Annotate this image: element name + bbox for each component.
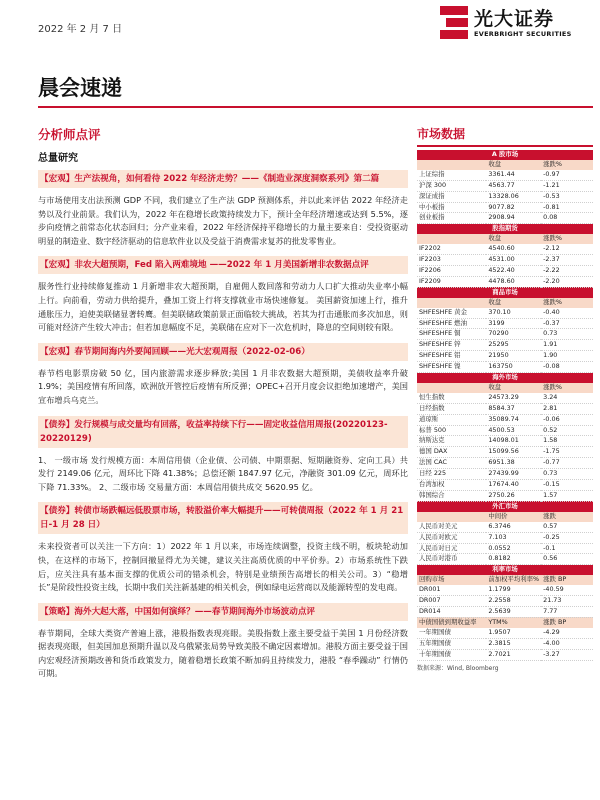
value-cell: 2.7021 [486, 649, 541, 660]
table-row [417, 351, 593, 362]
table-section-band [417, 565, 593, 575]
change-cell: 0.56 [541, 554, 593, 565]
change-cell: -2.12 [541, 244, 593, 254]
table-row [417, 308, 593, 318]
article [38, 603, 408, 681]
row-label: 创业板指 [417, 213, 486, 224]
table-row [417, 202, 593, 213]
column-header-cell [417, 383, 486, 393]
row-label: 日经指数 [417, 403, 486, 414]
table-row [417, 532, 593, 543]
table-row [417, 244, 593, 254]
table-row [417, 522, 593, 532]
table-row [417, 329, 593, 340]
column-header-cell: 前加权平均利率% [488, 575, 540, 584]
value-cell: 3361.44 [486, 170, 541, 180]
row-label: IF2206 [417, 265, 486, 276]
value-cell: 163750 [486, 362, 541, 373]
value-cell: 4500.53 [486, 425, 541, 436]
logo-text-cn: 光大证券 [474, 8, 555, 30]
change-cell: -0.15 [541, 480, 593, 491]
value-cell: 21950 [486, 351, 541, 362]
change-cell: 1.90 [541, 351, 593, 362]
column-header-cell: 涨跌 BP [541, 575, 593, 585]
table-row [417, 213, 593, 224]
table-row [417, 554, 593, 565]
change-cell: -3.27 [541, 649, 593, 660]
row-label: IF2209 [417, 276, 486, 287]
article [38, 416, 408, 495]
change-cell: 1.57 [541, 491, 593, 502]
row-label: 道琼斯 [417, 414, 486, 425]
row-label: 人民币对美元 [417, 522, 486, 532]
row-label: 人民币对日元 [417, 543, 486, 554]
table-row [417, 447, 593, 458]
row-label: 中小板指 [417, 202, 486, 213]
column-header-cell [417, 298, 486, 308]
change-cell: -40.59 [541, 585, 593, 595]
change-cell: -0.25 [541, 532, 593, 543]
table-row [417, 458, 593, 469]
value-cell: 1.9507 [486, 628, 541, 638]
column-header-cell: 收盘 [486, 234, 541, 244]
row-label: IF2203 [417, 255, 486, 266]
column-header-cell: 涨跌% [541, 234, 593, 244]
change-cell: -1.75 [541, 447, 593, 458]
column-header-cell: 涨跌% [541, 160, 593, 170]
market-data-title: 市场数据 [417, 125, 593, 147]
band-label: 股指期货 [417, 224, 593, 234]
column-header-cell: 涨跌% [541, 298, 593, 308]
change-cell: 0.08 [541, 213, 593, 224]
article-heading[interactable]: 【策略】海外大起大落，中国如何演绎？——春节期间海外市场波动点评 [38, 603, 408, 621]
row-label: 标普 500 [417, 425, 486, 436]
company-logo [440, 6, 590, 40]
value-cell: 17674.40 [486, 480, 541, 491]
article-body: 春节档电影票房破 50 亿，国内旅游需求逐步释放;美国 1 月非农数据大超预期，美债收益率升破 1.9%；美国疫情有所回落，欧洲放开管控后疫情有所反弹；OPEC+召开月度会议拒绝加速增产，美国宣布增兵乌克兰。 [38, 367, 408, 405]
change-cell: -4.29 [541, 628, 593, 638]
change-cell: -0.1 [541, 543, 593, 554]
value-cell: 2.2558 [486, 596, 541, 607]
value-cell: 27439.99 [486, 469, 541, 480]
article-body: 与市场使用支出法预测 GDP 不同，我们建立了生产法 GDP 预测体系，并以此来评估 2022 年经济走势以及行业前景。我们认为，2022 年在稳增长政策持续发力下，预计全年经济增速或达到 5.5%，逐步向疫情之前常态化状态回归；分产业来看，2022 年经济保持平稳增长的力量主要来自：受投资驱动明显的制造业、数字经济驱动的信息软件业以及受益于消费需求复苏的批发零售业。 [38, 195, 408, 246]
table-section-band [417, 150, 593, 160]
band-label: 海外市场 [417, 373, 593, 383]
row-label: 法国 CAC [417, 458, 486, 469]
table-section-band [417, 501, 593, 511]
table-row [417, 585, 593, 595]
row-label: 台湾加权 [417, 480, 486, 491]
row-label: 沪深 300 [417, 180, 486, 191]
table-section-band [417, 224, 593, 234]
change-cell: 1.91 [541, 340, 593, 351]
table-row [417, 436, 593, 447]
change-cell: -2.37 [541, 255, 593, 266]
value-cell: 3199 [486, 318, 541, 329]
table-row [417, 543, 593, 554]
value-cell: 15099.56 [486, 447, 541, 458]
value-cell: 9077.82 [486, 202, 541, 213]
row-label: SHFESHFE 镍 [417, 362, 486, 373]
change-cell: 1.58 [541, 436, 593, 447]
table-row [417, 255, 593, 266]
table-column-header [417, 512, 593, 522]
change-cell: -2.20 [541, 276, 593, 287]
value-cell: 4540.60 [486, 244, 541, 254]
row-label: IF2202 [417, 244, 486, 254]
table-row [417, 191, 593, 202]
change-cell: -0.40 [541, 308, 593, 318]
analyst-comments [38, 125, 408, 681]
column-header-cell [417, 234, 486, 244]
column-header-cell: 涨跌% [541, 383, 593, 393]
value-cell: 0.8182 [486, 554, 541, 565]
table-column-header [417, 160, 593, 170]
table-row [417, 276, 593, 287]
row-label: 德国 DAX [417, 447, 486, 458]
article-heading[interactable]: 【债券】发行规模与成交量均有回落，收益率持续下行——固定收益信用周报(20220123-20220129) [38, 416, 408, 448]
value-cell: 35089.74 [486, 414, 541, 425]
table-row [417, 596, 593, 607]
column-header-cell: YTM% [486, 617, 541, 627]
column-header-cell: 中债国债到期收益率 [417, 617, 486, 627]
table-row [417, 393, 593, 403]
change-cell: 0.73 [541, 329, 593, 340]
column-header-cell [417, 512, 486, 522]
table-row [417, 480, 593, 491]
change-cell: 2.81 [541, 403, 593, 414]
table-row [417, 265, 593, 276]
table-row [417, 403, 593, 414]
column-header-cell: 涨跌 BP [541, 617, 593, 627]
article-heading[interactable]: 【宏观】非农大超预期，Fed 陷入两难境地 ——2022 年 1 月美国新增非农数据点评 [38, 256, 408, 274]
article-body: 服务性行业持续修复推动 1 月新增非农大超预期，自雇佣人数回落和劳动力人口扩大推动失业率小幅上行。向前看，劳动力供给提升，叠加工资上行将支撑就业市场快速修复。 美国薪资加速上行，推升通胀压力，迫使美联储显著转鹰。但美联储政策前景正面临较大挑战，若其为打击通胀而多次加息，则可能对经济产生较大冲击；但若加息幅度不足，美联储在应对下一次危机时，降息的空间则较有限。 [38, 281, 408, 333]
table-row [417, 491, 593, 502]
column-header-cell: 收盘 [486, 160, 541, 170]
report-date: 2022 年 2 月 7 日 [38, 24, 123, 35]
row-label: 五年期国债 [417, 638, 486, 649]
article-body: 春节期间，全球大类资产普遍上涨，港股指数表现亮眼。美股指数上涨主要受益于美国 1 月份经济数据表现亮眼，但美国加息预期升温以及乌俄紧张局势导致美股不确定因素增加。港股方面主要受益于国内宏观经济预期改善和货币政策发力，随着稳增长政策不断加码且持续发力，港股 “春季躁动” 行情仍可期。 [38, 627, 408, 679]
change-cell: -0.08 [541, 362, 593, 373]
value-cell: 4478.60 [486, 276, 541, 287]
band-label: A 股市场 [417, 150, 593, 160]
table-row [417, 180, 593, 191]
row-label: 恒生指数 [417, 393, 486, 403]
band-label: 商品市场 [417, 287, 593, 297]
table-row [417, 170, 593, 180]
column-header-cell: 中间价 [486, 512, 541, 522]
logo-icon [440, 6, 468, 40]
article [38, 256, 408, 334]
value-cell: 4522.40 [486, 265, 541, 276]
row-label: 纳斯达克 [417, 436, 486, 447]
row-label: DR007 [417, 596, 486, 607]
value-cell: 6.3746 [486, 522, 541, 532]
value-cell: 6951.38 [486, 458, 541, 469]
table-row [417, 649, 593, 660]
row-label: 韩国综合 [417, 491, 486, 502]
article-heading[interactable]: 【债券】转债市场跌幅远低股票市场，转股溢价率大幅提升——可转债周报（2022 年 1 月 21 日-1 月 28 日） [38, 502, 408, 534]
value-cell: 8584.37 [486, 403, 541, 414]
row-label: SHFESHFE 燃油 [417, 318, 486, 329]
value-cell: 4531.00 [486, 255, 541, 266]
market-data-table [417, 150, 593, 661]
page-title: 晨会速递 [38, 76, 122, 100]
change-cell: 3.24 [541, 393, 593, 403]
change-cell: -2.22 [541, 265, 593, 276]
data-source-note: 数据来源：Wind, Bloomberg [417, 664, 499, 672]
value-cell: 2.5639 [486, 606, 541, 617]
change-cell: 0.73 [541, 469, 593, 480]
article [38, 502, 408, 594]
change-cell: -1.21 [541, 180, 593, 191]
change-cell: -0.81 [541, 202, 593, 213]
article [38, 170, 408, 248]
change-cell: -0.53 [541, 191, 593, 202]
row-label: 人民币对港币 [417, 554, 486, 565]
value-cell: 13328.06 [486, 191, 541, 202]
change-cell: -0.97 [541, 170, 593, 180]
column-header-cell: 收盘 [486, 383, 541, 393]
table-row [417, 606, 593, 617]
value-cell: 370.10 [486, 308, 541, 318]
column-header-cell: 涨跌 [541, 512, 593, 522]
table-row [417, 340, 593, 351]
row-label: DR014 [417, 606, 486, 617]
table-section-band [417, 287, 593, 297]
row-label: SHFESHFE 黄金 [417, 308, 486, 318]
change-cell: -4.00 [541, 638, 593, 649]
table-row [417, 318, 593, 329]
change-cell: 0.57 [541, 522, 593, 532]
value-cell: 4563.77 [486, 180, 541, 191]
market-data-panel [417, 125, 593, 672]
table-row [417, 469, 593, 480]
row-label: SHFESHFE 锌 [417, 340, 486, 351]
row-label: 上证综指 [417, 170, 486, 180]
value-cell: 2750.26 [486, 491, 541, 502]
column-header-cell [417, 160, 486, 170]
title-divider [38, 106, 593, 108]
change-cell: 7.77 [541, 606, 593, 617]
row-label: 一年期国债 [417, 628, 486, 638]
change-cell: -0.37 [541, 318, 593, 329]
section-title: 分析师点评 [38, 127, 101, 142]
band-label: 外汇市场 [417, 501, 593, 511]
row-label: 深证成指 [417, 191, 486, 202]
value-cell: 7.103 [486, 532, 541, 543]
table-column-header [417, 617, 593, 627]
article-heading[interactable]: 【宏观】生产法视角，如何看待 2022 年经济走势？——《制造业深度洞察系列》第二篇 [38, 170, 408, 188]
band-label: 利率市场 [417, 565, 593, 575]
table-row [417, 414, 593, 425]
row-label: 十年期国债 [417, 649, 486, 660]
table-row [417, 638, 593, 649]
change-cell: 21.73 [541, 596, 593, 607]
change-cell: 0.52 [541, 425, 593, 436]
table-column-header [417, 575, 593, 585]
value-cell: 24573.29 [486, 393, 541, 403]
change-cell: -0.06 [541, 414, 593, 425]
row-label: 人民币对欧元 [417, 532, 486, 543]
table-column-header [417, 234, 593, 244]
subsection-title: 总量研究 [38, 153, 78, 164]
article-heading[interactable]: 【宏观】春节期间海内外要闻回顾——光大宏观周报（2022-02-06） [38, 343, 408, 361]
value-cell: 2908.94 [486, 213, 541, 224]
row-label: 日经 225 [417, 469, 486, 480]
value-cell: 0.0552 [486, 543, 541, 554]
value-cell: 70290 [486, 329, 541, 340]
row-label: DR001 [417, 585, 486, 595]
value-cell: 2.3815 [486, 638, 541, 649]
change-cell: -0.77 [541, 458, 593, 469]
table-row [417, 628, 593, 638]
article-body: 1、 一级市场 发行规模方面：本周信用债（企业债、公司债、中期票据、短期融资券、定向工具）共发行 2149.06 亿元，周环比下降 41.38%；总偿还额 1847.97 亿元，净融资 301.09 亿元，周环比下降 71.33%。 2、二级市场 交易量方面：本周信用债共成交 5620.95 亿。 [38, 454, 408, 492]
row-label: SHFESHFE 铜 [417, 329, 486, 340]
table-section-band [417, 373, 593, 383]
logo-text-en: EVERBRIGHT SECURITIES [474, 30, 572, 38]
table-column-header [417, 383, 593, 393]
column-header-cell: 回购市场 [417, 575, 486, 585]
value-cell: 14098.01 [486, 436, 541, 447]
column-header-cell: 收盘 [486, 298, 541, 308]
value-cell: 1.1799 [486, 585, 541, 595]
value-cell: 25295 [486, 340, 541, 351]
article-body: 未来投资者可以关注一下方向：1）2022 年 1 月以来，市场连续调整，投资主线不明，板块轮动加快，在这样的市场下，控制回撤显得尤为关键，建议关注高质优质的中平价券。2）市场系统性下跌后，应关注具有基本面支撑的优质公司的错杀机会，特别是业绩预告高增长的相关公司。3）“稳增长”是阶段性投资主线，长期中我们关注新基建的相关机会，例如绿电运营商以及能源转型的发电商。 [38, 541, 408, 593]
row-label: SHFESHFE 铝 [417, 351, 486, 362]
table-row [417, 425, 593, 436]
table-column-header [417, 298, 593, 308]
table-row [417, 362, 593, 373]
article [38, 343, 408, 408]
